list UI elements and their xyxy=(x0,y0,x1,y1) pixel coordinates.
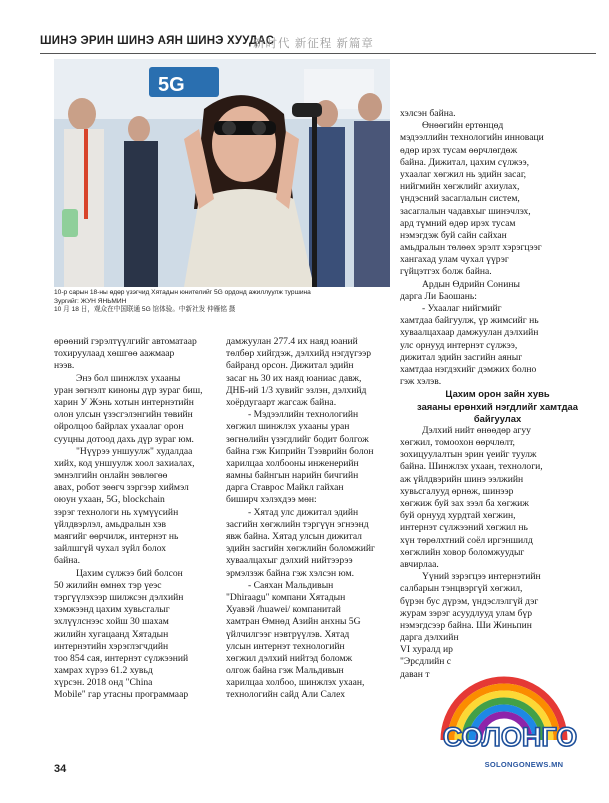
paragraph-line: улс орнууд интернэт сүлжээ, xyxy=(400,339,518,351)
paragraph-line: журам зэрэг асуудлууд улам бүр xyxy=(400,607,533,619)
section-heading-line: заяаны ерөнхий нэгдлийг хамтдаа xyxy=(417,400,578,412)
text-column-3 xyxy=(400,108,595,681)
article-photo xyxy=(54,59,390,287)
paragraph-line: аж үйлдвэрийн шинэ ээлжийн xyxy=(400,473,524,485)
paragraph-line: ард түмний өдөр ирэх тусам xyxy=(400,217,516,229)
paragraph-line: байранд орсон. Дижитал эдийн xyxy=(226,360,354,372)
paragraph-line: нэмэгдсээр байна. Ши Жиньпин xyxy=(400,619,532,631)
paragraph-line: нийгмийн хөгжлийг ахиулах, xyxy=(400,181,520,193)
paragraph-line: үйлчилгээг нэвтрүүлэв. Хятад xyxy=(226,628,350,640)
paragraph-line: улсын интернэт технологийн xyxy=(226,640,345,652)
paragraph-line: байна. Дижитал, цахим сүлжээ, xyxy=(400,156,530,168)
paragraph-line: зөгнөлийн үзэгдлийг бодит болгож xyxy=(226,433,369,445)
logo-site: SOLONGONEWS.MN xyxy=(484,760,564,769)
paragraph-line: тэргүүлэхээр шилжсэн дэлхийн xyxy=(54,591,184,603)
paragraph-line: тоо 854 сая, интернэт сүлжээний xyxy=(54,652,189,664)
paragraph-line: амьдралын төлөөх эрэлт хэрэгцээг xyxy=(400,242,542,254)
paragraph-line: 50 жилийн өмнөх тэр үеэс xyxy=(54,579,162,591)
paragraph-line: зайлшгүй чухал зүйл болох xyxy=(54,543,167,555)
paragraph-line: Mobile" гар утасны программаар xyxy=(54,689,189,701)
paragraph-line: зэрэг технологи нь хүмүүсийн xyxy=(54,506,179,518)
paragraph-line: нэмэгдэж буй сайн сайхан xyxy=(400,229,507,241)
caption-photographer: Зургийг: ЖУН ЯНЬМИН xyxy=(54,297,127,305)
paragraph-line: буй орнууд хурдтай хөгжин, xyxy=(400,510,516,522)
paragraph-line: дижитал эдийн засгийн аяныг xyxy=(400,351,523,363)
paragraph-line: гүйцэтгэх болж байна. xyxy=(400,266,492,278)
paragraph-line: технологийн сайд Али Салех xyxy=(226,689,345,701)
paragraph-line: яамны байнгын нарийн бичгийн xyxy=(226,470,359,482)
paragraph-line: зохицуулалтын эрин үеийг туулж xyxy=(400,449,537,461)
paragraph-line: эмнэлгийн онлайн зөвлөгөө xyxy=(54,470,168,482)
paragraph-line: хэлсэн байна. xyxy=(400,108,456,119)
paragraph-line: Энэ бол шинжлэх ухааны xyxy=(76,372,181,384)
paragraph-line: жилийн хугацаанд Хятадын xyxy=(54,628,169,640)
paragraph-line: хэмжээнд цахим хувьсгалыг xyxy=(54,604,170,616)
text-column-1 xyxy=(54,336,203,702)
paragraph-line: сууцны дотоод дахь дүр зураг юм. xyxy=(54,433,194,445)
paragraph-line: байна. xyxy=(54,555,81,567)
paragraph-line: олгож байна гэж Мальдивын xyxy=(226,665,344,677)
paragraph-line: хүн төрөлхтний соёл иргэншилд xyxy=(400,534,533,546)
paragraph-line: хангахад улам чухал үүрэг xyxy=(400,254,509,266)
paragraph-line: эдийн засгийн хөгжлийн боломжийг xyxy=(226,543,375,555)
paragraph-line: засаг нь 30 их наяд юаниас давж, xyxy=(226,372,362,384)
paragraph-line: авчирлаа. xyxy=(400,558,439,570)
paragraph-line: засаглалын чадавхыг шинэчлэх, xyxy=(400,205,531,217)
paragraph-line: хоёрдугаарт жагсаж байна. xyxy=(226,396,337,408)
section-heading-line: байгуулах xyxy=(473,412,522,424)
paragraph-line: ДНБ-ий 1/3 хувийг эзлэн, дэлхийд xyxy=(226,384,367,396)
paragraph-line: байна. Шинжлэх ухаан, технологи, xyxy=(400,461,543,473)
paragraph-line: хувьсгалууд өрнөж, шинээр xyxy=(400,485,514,497)
text-column-2 xyxy=(226,336,396,702)
paragraph-line: - Мэдээллийн технологийн xyxy=(248,409,359,421)
paragraph-line: ойролцоо байрлах ухаалаг орон xyxy=(54,421,184,433)
paragraph-line: эрмэлзэж байна гэж хэлсэн юм. xyxy=(226,567,354,579)
paragraph-line: Дэлхий нийт өнөөдөр агуу xyxy=(422,424,531,436)
paragraph-line: хийх, код уншуулж хоол захиалах, xyxy=(54,457,195,469)
paragraph-line: уран зөгнэлт киноны дүр зураг биш, xyxy=(54,384,203,396)
paragraph-line: Үүний зэрэгцээ интернэтийн xyxy=(422,571,541,583)
paragraph-line: дарга дэлхийн xyxy=(400,632,459,644)
paragraph-line: төлбөр хийгдэж, дэлхийд нэгдүгээр xyxy=(226,348,372,360)
caption-line: 10-р сарын 18-ны өдөр үзэгчид Хятадын юнителийг 5G ордонд ажиллуулж туршина xyxy=(54,289,311,296)
paragraph-line: - Ухаалаг нийгмийг xyxy=(422,303,502,314)
photo-caption xyxy=(54,289,394,315)
paragraph-line: - Хятад улс дижитал эдийн xyxy=(248,506,359,518)
photo-sign-text: 5G xyxy=(158,74,185,96)
paragraph-line: Хуавэй /huawei/ компанитай xyxy=(226,604,341,616)
header-rule xyxy=(40,53,596,54)
paragraph-line: хөгжиж буй зах зээл ба хөгжиж xyxy=(400,498,529,509)
paragraph-line: явж байна. Хятад улсын дижитал xyxy=(226,531,362,542)
paragraph-line: маягийг өөрчилж, интернэт нь xyxy=(54,531,179,542)
paragraph-line: бүрэн бус дүрэм, үндэслэлгүй дэг xyxy=(400,595,539,607)
paragraph-line: "Dhiraagu" компани Хятадын xyxy=(226,591,346,603)
header-subtitle: 新时代 新征程 新篇章 xyxy=(253,38,374,50)
paragraph-line: эхлүүлснээс хойш 30 шахам xyxy=(54,616,169,628)
paragraph-line: үйлдвэрлэл, амьдралын хэв xyxy=(54,518,167,530)
paragraph-line: Өнөөгийн ертөнцөд xyxy=(422,120,504,132)
solongo-logo xyxy=(426,670,582,778)
paragraph-line: хөгжил, томоохон өөрчлөлт, xyxy=(400,437,515,449)
paragraph-line: салбарын тэнцвэргүй хөгжил, xyxy=(400,583,523,595)
paragraph-line: үндэсний засаглалын систем, xyxy=(400,193,520,205)
paragraph-line: - Саяхан Мальдивын xyxy=(248,579,334,591)
paragraph-line: дарга Ли Баошань: xyxy=(400,290,477,302)
paragraph-line: Цахим сүлжээ бий болсон xyxy=(76,567,183,579)
paragraph-line: биширч хэлэхдээ мөн: xyxy=(226,494,317,506)
paragraph-line: авах, робот зөөгч зэргээр хиймэл xyxy=(54,482,189,494)
page-header xyxy=(40,33,600,53)
paragraph-line: хамтдаа байгуулж, үр жимсийг нь xyxy=(400,315,539,327)
paragraph-line: интернэтийн хэрэглэгчдийн xyxy=(54,640,169,652)
paragraph-line: мэдээллийн технологийн инноваци xyxy=(400,132,544,144)
paragraph-line: хүрсэн. 2018 онд "China xyxy=(54,677,153,689)
paragraph-line: байна гэж Киприйн Тээврийн болон xyxy=(226,445,374,457)
paragraph-line: оюун ухаан, 5G, blockchain xyxy=(54,494,165,506)
paragraph-line: нээв. xyxy=(54,360,75,372)
page-number: 34 xyxy=(54,763,67,775)
paragraph-line: ухаалаг хөгжил нь эдийн засаг, xyxy=(400,168,527,180)
paragraph-line: хамтран Өмнөд Азийн анхны 5G xyxy=(226,616,361,628)
paragraph-line: VI хуралд ир xyxy=(400,644,453,656)
paragraph-line: харилцаа холбоо, шинжлэх ухаан, xyxy=(226,677,365,689)
paragraph-line: "Эрсдлийн с xyxy=(400,656,452,668)
caption-line-chinese: 10 月 18 日，观众在中国联通 5G 馆体验。中新社发 仲雁铭 摄 xyxy=(54,306,236,313)
paragraph-line: хуваалцахыг дэлхий нийтээрээ xyxy=(226,555,353,567)
paragraph-line: гэж хэлэв. xyxy=(400,376,442,388)
paragraph-line: харилцаа холбооны инженерийн xyxy=(226,457,359,469)
paragraph-line: интернэт сүлжээний хөгжил нь xyxy=(400,522,528,534)
paragraph-line: даван т xyxy=(400,668,430,680)
paragraph-line: өдөр ирэх тусам өөрчлөгдөж xyxy=(400,144,518,156)
paragraph-line: өрөөний гэрэлтүүлгийг автоматаар xyxy=(54,336,197,347)
paragraph-line: хуваалцахаар дамжуулан дэлхийн xyxy=(400,327,539,339)
paragraph-line: хөгжлийн ховор боломжуудыг xyxy=(400,546,525,558)
paragraph-line: хөгжил дэлхий нийтэд боломж xyxy=(226,652,353,664)
paragraph-line: дамжуулан 277.4 их наяд юаний xyxy=(226,336,358,347)
section-heading-line: Цахим орон зайн хувь xyxy=(445,388,550,400)
paragraph-line: "Нүүрээ уншуулж" худалдаа xyxy=(76,445,193,457)
paragraph-line: тохируулаад хөшгөө аажмаар xyxy=(54,348,175,360)
paragraph-line: олон улсын үзэсгэлэнгийн төвийн xyxy=(54,409,193,421)
header-title: ШИНЭ ЭРИН ШИНЭ АЯН ШИНЭ ХУУДАС xyxy=(40,35,275,47)
paragraph-line: хамтдаа нэгдэхийг дэмжих болно xyxy=(400,363,537,375)
paragraph-line: харин У Жэнь хотын интернэтийн xyxy=(54,396,194,408)
paragraph-line: дарга Ставрос Майкл гайхан xyxy=(226,482,344,494)
paragraph-line: Ардын Өдрийн Сонины xyxy=(422,278,520,290)
paragraph-line: хамрах хүрээ 61.2 хувьд xyxy=(54,665,153,677)
paragraph-line: засгийн хөгжлийн тэргүүн эгнээнд xyxy=(226,518,369,530)
paragraph-line: хөгжил шинжлэх ухааны уран xyxy=(226,421,350,433)
logo-name: СОЛОНГО xyxy=(442,722,578,752)
